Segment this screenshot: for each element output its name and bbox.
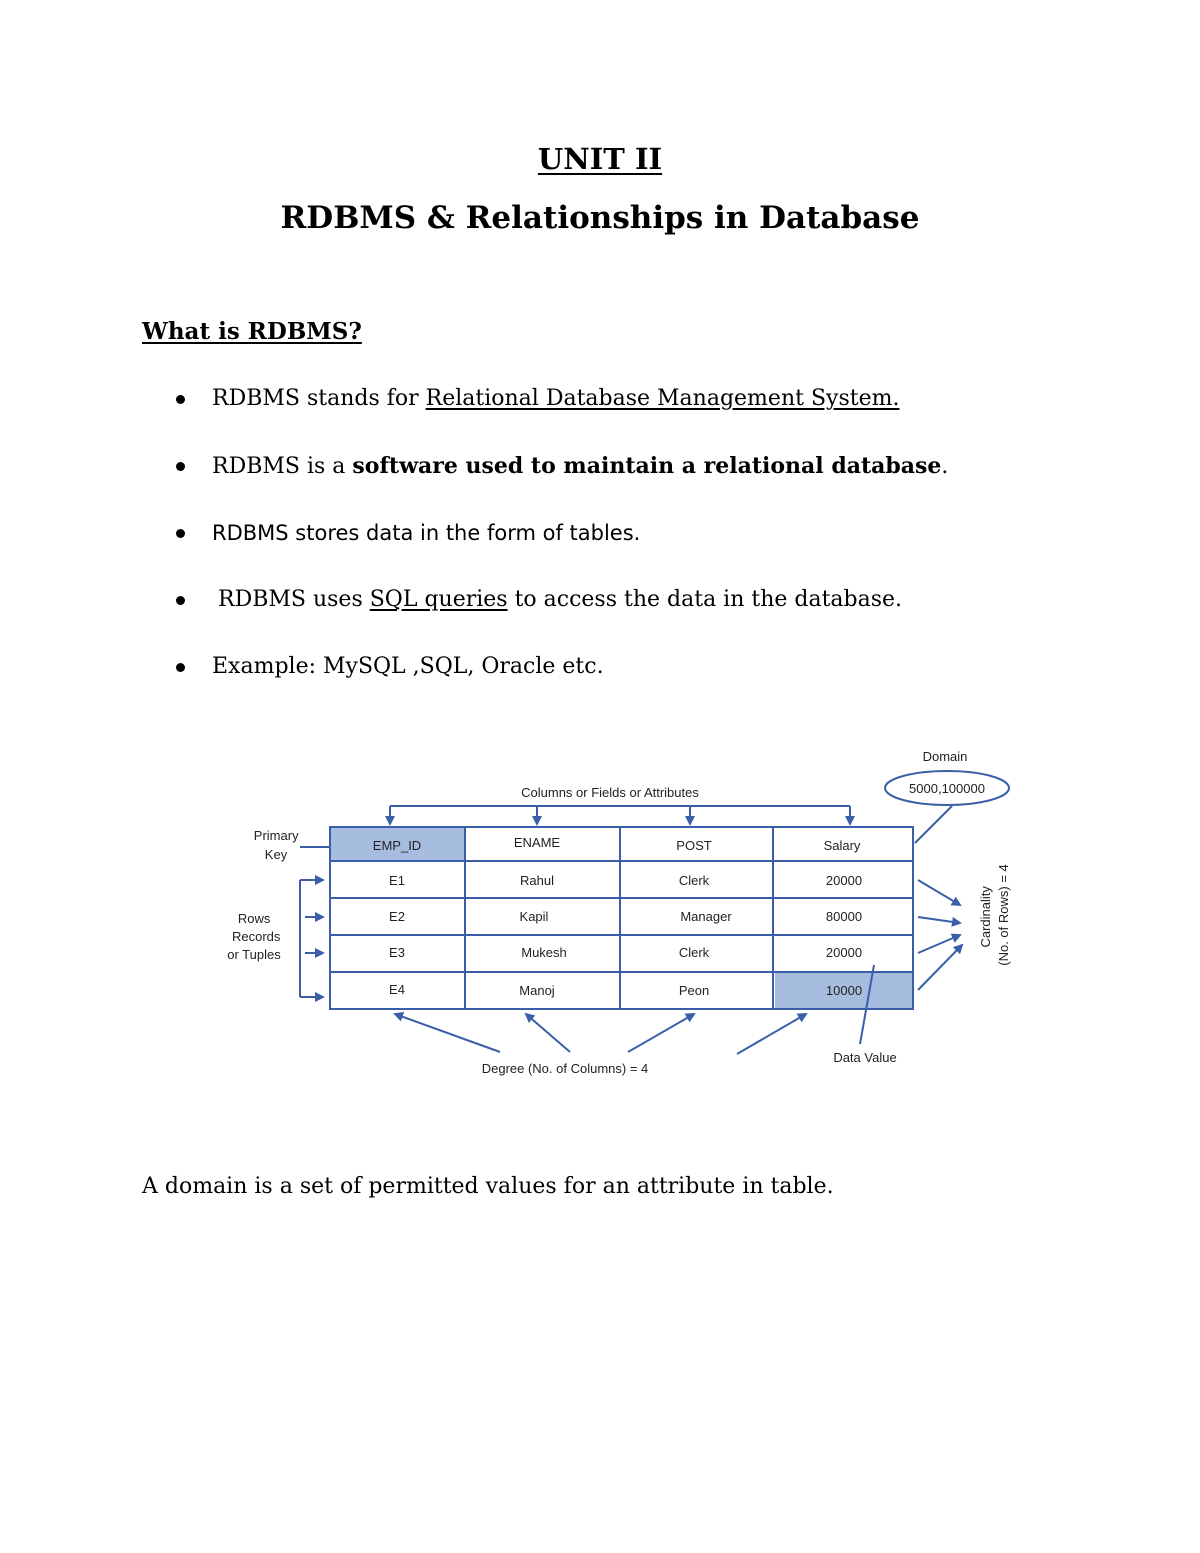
- table-cell: Kapil: [519, 909, 549, 924]
- table-cell: Peon: [678, 983, 710, 998]
- table-cell: Rahul: [520, 873, 554, 888]
- table-cell: 80000: [825, 909, 863, 924]
- data-value-label: Data Value: [833, 1050, 897, 1065]
- bullet-icon: [176, 596, 185, 605]
- columns-bracket: [390, 806, 850, 824]
- list-item: RDBMS uses SQL queries to access the data in the database.: [170, 583, 948, 617]
- table-header: Salary: [823, 838, 861, 853]
- table-cell: E2: [389, 909, 405, 924]
- cardinality-label: Cardinality (No. of Rows) = 4: [978, 864, 1011, 966]
- rows-label: Rows Records or Tuples: [227, 911, 281, 962]
- list-item: RDBMS stores data in the form of tables.: [170, 516, 948, 550]
- employee-table: [330, 827, 913, 1009]
- list-item: RDBMS stands for Relational Database Management System.: [170, 382, 948, 416]
- table-header: EMP_ID: [372, 838, 422, 853]
- table-header: ENAME: [513, 835, 561, 850]
- list-item: Example: MySQL ,SQL, Oracle etc.: [170, 650, 948, 684]
- table-cell: 10000: [825, 983, 863, 998]
- domain-value: 5000,100000: [909, 781, 985, 796]
- table-cell: E1: [389, 873, 405, 888]
- bullet-icon: [176, 529, 185, 538]
- table-cell: E4: [389, 982, 405, 997]
- domain-label: Domain: [922, 749, 968, 764]
- bullet-icon: [176, 663, 185, 672]
- columns-label: Columns or Fields or Attributes: [521, 785, 699, 800]
- section-heading: What is RDBMS?: [142, 318, 362, 345]
- rows-bracket: [300, 880, 323, 997]
- page-title: RDBMS & Relationships in Database: [280, 200, 920, 236]
- bullet-icon: [176, 462, 185, 471]
- unit-title: UNIT II: [537, 142, 663, 176]
- domain-pointer: [915, 806, 952, 843]
- underlined-term: Relational Database Management System.: [425, 386, 900, 411]
- degree-label: Degree (No. of Columns) = 4: [481, 1061, 649, 1076]
- domain-definition: A domain is a set of permitted values for an attribute in table.: [142, 1174, 834, 1199]
- table-cell: E3: [389, 945, 405, 960]
- table-cell: Manoj: [519, 983, 555, 998]
- degree-arrows: [395, 1014, 806, 1054]
- bullet-icon: [176, 395, 185, 404]
- table-cell: Manager: [680, 909, 732, 924]
- rdbms-table-diagram: [210, 740, 1040, 1090]
- table-cell: 20000: [825, 873, 863, 888]
- cardinality-arrows: [918, 880, 962, 990]
- table-cell: 20000: [825, 945, 863, 960]
- table-cell: Clerk: [678, 945, 710, 960]
- table-cell: Clerk: [678, 873, 710, 888]
- underlined-term: SQL queries: [369, 587, 508, 612]
- list-item: RDBMS is a software used to maintain a relational database.: [170, 449, 948, 483]
- bold-phrase: software used to maintain a relational database: [352, 453, 942, 479]
- primary-key-label: Primary Key: [253, 828, 299, 862]
- bullet-list: [170, 382, 948, 717]
- table-cell: Mukesh: [521, 945, 567, 960]
- table-header: POST: [676, 838, 712, 853]
